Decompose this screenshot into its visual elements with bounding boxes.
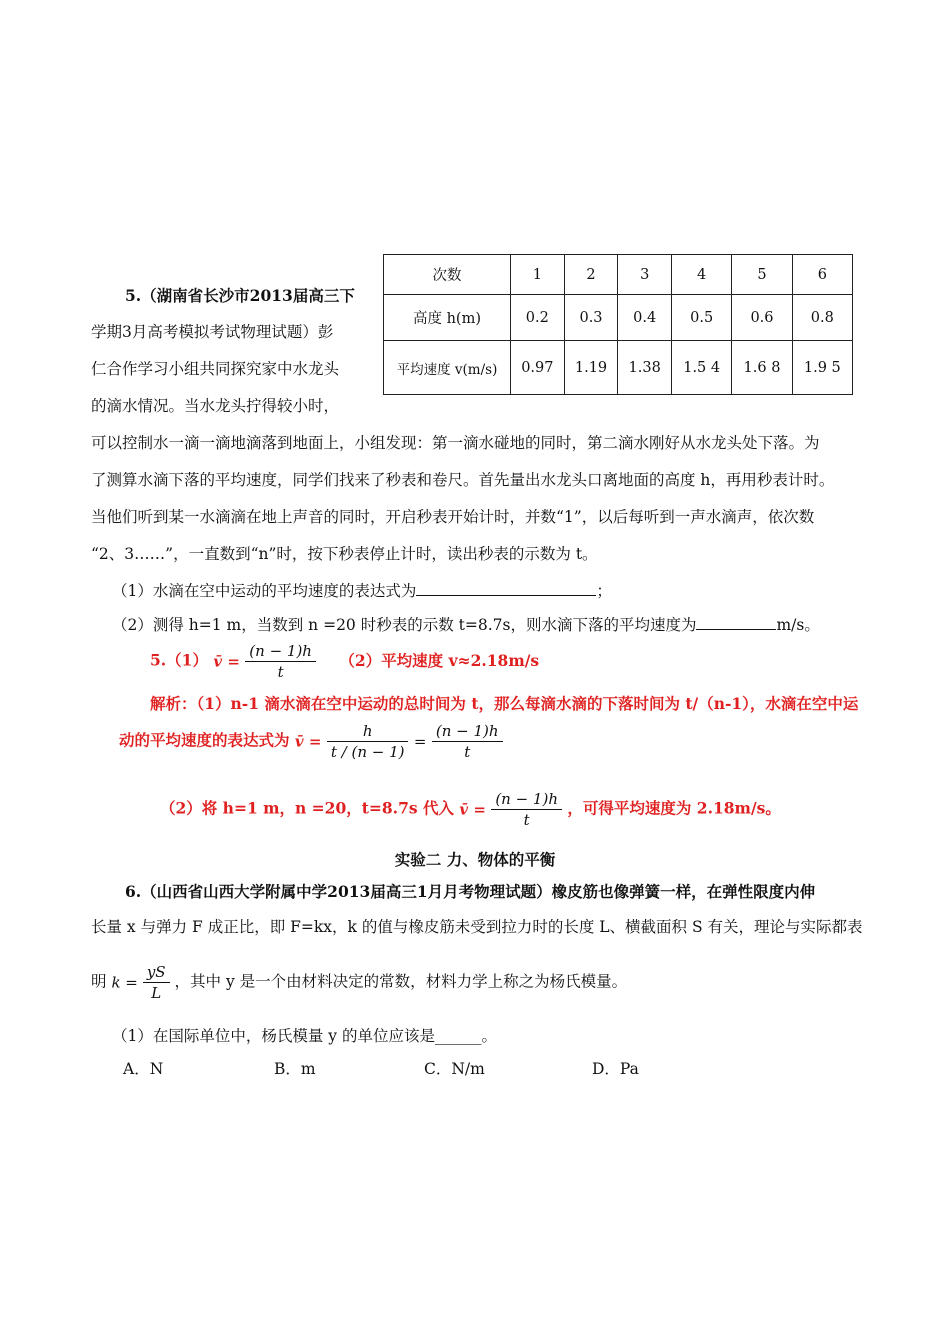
table-cell: 1.5 4 <box>672 341 732 395</box>
table-cell: 1.9 5 <box>792 341 852 395</box>
table-cell: 0.8 <box>792 295 852 341</box>
q6-sub1: （1）在国际单位中，杨氏模量 y 的单位应该是______。 <box>112 1027 497 1045</box>
table-row <box>384 255 853 295</box>
section-title: 实验二 力、物体的平衡 <box>394 850 556 869</box>
table-cell: 4 <box>672 255 732 295</box>
table-cell: 5 <box>732 255 792 295</box>
q5-sub2: （2）测得 h=1 m，当数到 n =20 时秒表的示数 t=8.7s，则水滴下落的平均速度为 m/s。 <box>112 616 820 634</box>
q5-line-2: 学期3月高考模拟考试物理试题）彭 <box>91 323 334 341</box>
q5-line-6: 了测算水滴下落的平均速度，同学们找来了秒表和卷尺。首先量出水龙头口离地面的高度 h，再用秒表计时。 <box>91 471 835 489</box>
q5-line-8: “2、3……”，一直数到“n”时，按下秒表停止计时，读出秒表的示数为 t。 <box>91 545 598 563</box>
q6-line-1: 6.（山西省山西大学附属中学2013届高三1月月考物理试题）橡皮筋也像弹簧一样，在弹性限度内伸 <box>125 882 816 901</box>
table-cell: 2 <box>564 255 618 295</box>
q5-line-3: 仁合作学习小组共同探究家中水龙头 <box>91 360 340 378</box>
q6-line-3: 明 k = $\frac{yS}{L}$ ，其中 y 是一个由材料决定的常数，材料力学上称之为杨氏模量。 <box>91 963 628 1002</box>
q5-line-1: 5.（湖南省长沙市2013届高三下 <box>125 286 355 305</box>
q5-line-5: 可以控制水一滴一滴地滴落到地面上，小组发现：第一滴水碰地的同时，第二滴水刚好从水龙头处下落。为 <box>91 434 820 452</box>
q5-sub1: （1）水滴在空中运动的平均速度的表达式为 ； <box>112 582 612 600</box>
table-cell: 3 <box>618 255 672 295</box>
q5-line-4: 的滴水情况。当水龙头拧得较小时， <box>91 397 340 415</box>
answer5-analysis-2: 动的平均速度的表达式为 v̄ = $\frac{h}{t / (n - 1)}$ = $\frac{(n - 1)h}{t}$ <box>119 722 503 761</box>
q5-line-7: 当他们听到某一水滴滴在地上声音的同时，开启秒表开始计时，并数“1”，以后每听到一声水滴声，依次数 <box>91 508 815 526</box>
q6-option-b: B．m <box>274 1060 316 1078</box>
table-cell: 0.97 <box>511 341 565 395</box>
q6-option-c: C．N/m <box>424 1060 485 1078</box>
data-table <box>383 254 853 395</box>
table-cell: 1.38 <box>618 341 672 395</box>
answer5-analysis-1: 解析：（1）n-1 滴水滴在空中运动的总时间为 t，那么每滴水滴的下落时间为 t/（n-1），水滴在空中运 <box>150 694 859 713</box>
q6-option-a: A．N <box>123 1060 164 1078</box>
q6-option-d: D．Pa <box>592 1060 639 1078</box>
answer5-analysis-3: （2）将 h=1 m，n =20，t=8.7s 代入 v̄ = $\frac{(n - 1)h}{t}$ ，可得平均速度为 2.18m/s。 <box>160 790 781 829</box>
table-cell: 0.6 <box>732 295 792 341</box>
table-row <box>384 341 853 395</box>
table-cell: 0.5 <box>672 295 732 341</box>
table-row <box>384 295 853 341</box>
q6-line-2: 长量 x 与弹力 F 成正比，即 F=kx，k 的值与橡皮筋未受到拉力时的长度 L、横截面积 S 有关，理论与实际都表 <box>91 918 863 936</box>
table-cell: 1 <box>511 255 565 295</box>
table-cell: 0.2 <box>511 295 565 341</box>
table-cell: 0.4 <box>618 295 672 341</box>
table-cell: 平均速度 v(m/s) <box>384 341 511 395</box>
table-cell: 1.19 <box>564 341 618 395</box>
table-cell: 1.6 8 <box>732 341 792 395</box>
answer5-line-1: 5.（1） v̄ = $\frac{(n - 1)h}{t}$ （2）平均速度 v≈2.18m/s <box>150 642 540 681</box>
table-cell: 6 <box>792 255 852 295</box>
table-cell: 高度 h(m) <box>384 295 511 341</box>
table-cell: 0.3 <box>564 295 618 341</box>
table-cell: 次数 <box>384 255 511 295</box>
